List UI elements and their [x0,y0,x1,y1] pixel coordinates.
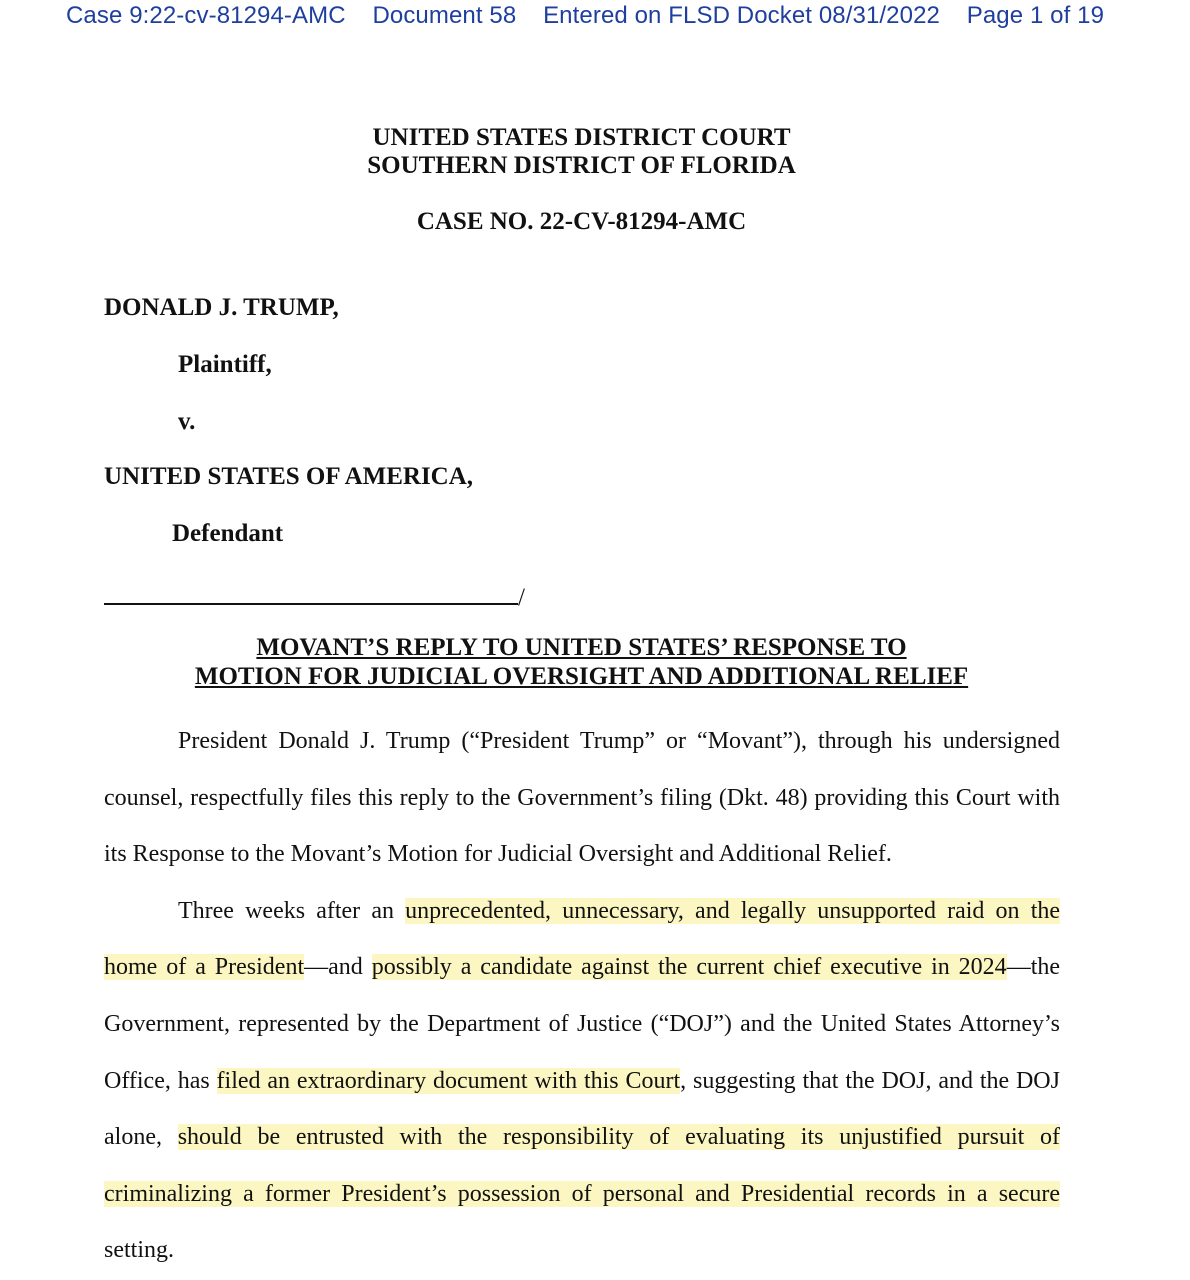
header-document-number: Document 58 [372,2,517,29]
caption-rule [104,585,518,605]
versus-label: v. [178,408,196,435]
case-number: CASE NO. 22-CV-81294-AMC [416,208,747,235]
highlight-3: filed an extraordinary document with this Court [216,1067,681,1094]
court-district: SOUTHERN DISTRICT OF FLORIDA [367,152,796,179]
document-title-line1: MOVANT’S REPLY TO UNITED STATES’ RESPONSE TO [256,634,907,661]
highlight-1: unprecedented, unnecessary, and legally unsupported raid on the home of a President [104,897,1061,981]
docket-header-stamp [66,2,1104,30]
header-case-number: Case 9:22-cv-81294-AMC [66,2,346,29]
caption-divider-line [104,584,525,612]
court-name: UNITED STATES DISTRICT COURT [372,124,791,151]
defendant-role: Defendant [172,520,284,547]
plaintiff-role: Plaintiff, [178,351,272,378]
document-title-line2: MOTION FOR JUDICIAL OVERSIGHT AND ADDITIONAL RELIEF [194,663,969,690]
paragraph-2-text-2: —and [304,954,372,981]
paragraph-1: President Donald J. Trump (“President Trump” or “Movant”), through his undersigned counsel, respectfully files this reply to the Government’s filing (Dkt. 48) providing this Court with its Response to the Movant’s Motion for Judicial Oversight and Additional Relief. [104,728,1060,868]
document-title [0,633,1163,691]
paragraph-2 [104,883,1060,1279]
court-caption [0,124,1163,180]
caption-slash: / [518,584,525,611]
highlight-2: possibly a candidate against the current chief executive in 2024 [371,954,1007,981]
plaintiff-name: DONALD J. TRUMP, [104,294,339,321]
header-entered-date: Entered on FLSD Docket 08/31/2022 [543,2,940,29]
paragraph-2-text-3: —the Government, represented by the Department of Justice (“DOJ”) and the United States Attorney’s Office, has [104,954,1061,1094]
header-page-count: Page 1 of 19 [966,2,1105,29]
document-body [104,713,1060,1279]
paragraph-2-text-5: setting. [104,1237,174,1264]
paragraph-2-text-1: Three weeks after an [178,897,406,924]
paragraph-2-text-4: , suggesting that the DOJ, and the DOJ alone, [104,1067,1060,1151]
defendant-name: UNITED STATES OF AMERICA, [104,463,474,490]
highlight-4: should be entrusted with the responsibility of evaluating its unjustified pursuit of criminalizing a former President’s possession of personal and Presidential records in a secure [104,1124,1060,1207]
